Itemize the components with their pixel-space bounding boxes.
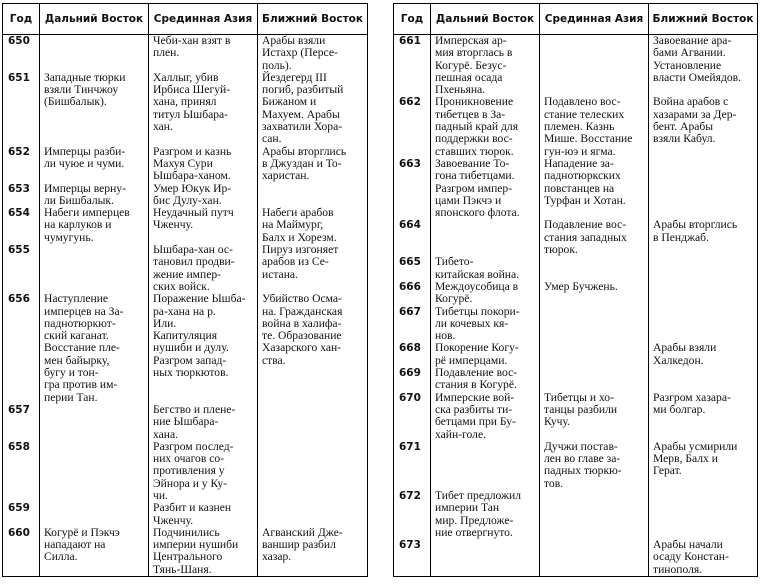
table-row [3,35,368,72]
cell-text-line: тибетцев в За- [435,107,506,121]
cell-text-line: Покорение Когу- [435,341,519,355]
cell-text-line: ных тюркютов. [153,366,229,380]
table-row [394,367,758,392]
table-row [394,256,758,281]
far-east-cell [40,244,149,293]
middle-asia-cell [149,527,258,577]
cell-text-line: тинополя. [653,562,703,576]
cell-text-line: бетцами при Бу- [435,415,516,429]
middle-asia-cell [540,441,649,490]
cell-text-line: Арабы вторглись [653,218,738,232]
cell-text-line: Агванский Дже- [262,525,343,539]
near-east-cell [258,441,368,502]
cell-text-line: Силла. [44,550,78,564]
cell-text-line: империи Тан [435,501,500,515]
cell-text-line: Арабы усмирили [653,439,738,453]
cell-text-line: паднотюркют- [44,316,116,330]
cell-text-line: Тибет предложил [435,488,522,502]
cell-text-line: ли Бишбалык. [44,193,114,207]
year-cell: 668 [394,342,431,367]
middle-asia-header: Срединная Азия [540,4,649,35]
cell-text-line: арабов из Се- [262,255,329,269]
cell-text-line: Чженчу. [153,218,194,232]
cell-text-line: Война арабов с [653,95,729,109]
cell-text-line: ставших тюрок. [435,144,514,158]
cell-text-line: Имперцы верну- [44,181,126,195]
cell-text-line: гона тибетцами. [435,169,515,183]
cell-text-line: на Маймург, [262,218,324,232]
year-cell: 665 [394,256,431,281]
cell-text-line: Эйнора и у Ку- [153,476,228,490]
cell-text-line: ваншир разбил [262,538,336,552]
cell-text-line: племен. Казнь [544,120,615,134]
header-row [394,4,758,35]
year-cell: 666 [394,281,431,306]
cell-text-line: Умер Бучжень. [544,279,618,293]
cell-text-line: власти Омейядов. [653,70,742,84]
cell-text-line: Тибетцы покори- [435,304,520,318]
table-body-right [394,35,758,577]
cell-text-line: Тибетцы и хо- [544,390,614,404]
cell-text-line: японского флота. [435,206,520,220]
middle-asia-cell [540,306,649,343]
cell-text-line: на. Гражданская [262,304,343,318]
cell-text-line: война в халифа- [262,316,342,330]
year-cell: 659 [3,502,40,527]
table-row [394,392,758,441]
cell-text-line: Арабы начали [653,538,723,552]
cell-text-line: осаду Констан- [653,550,729,564]
middle-asia-cell [540,490,649,539]
year-cell: 670 [394,392,431,441]
cell-text-line: Разгром и казнь [153,144,232,158]
cell-text-line: ли кочевых кя- [435,316,509,330]
cell-text-line: Восстание пле- [44,341,120,355]
near-east-cell [649,367,758,392]
cell-text-line: Тибето- [435,255,474,269]
cell-text-line: плен. [153,46,180,60]
near-east-header: Ближний Восток [258,4,368,35]
cell-text-line: Западные тюрки [44,70,126,84]
cell-text-line: ский каганат. [44,329,109,343]
year-cell: 663 [394,158,431,219]
cell-text-line: титул Ышбара- [153,107,229,121]
middle-asia-cell [540,158,649,219]
cell-text-line: хана, принял [153,95,217,109]
near-east-cell [649,35,758,97]
year-cell: 655 [3,244,40,293]
cell-text-line: Имперская ар- [435,34,507,47]
table-body-left [3,35,368,577]
cell-text-line: харистан. [262,169,310,183]
far-east-cell [40,502,149,527]
far-east-header: Дальний Восток [40,4,149,35]
far-east-cell [431,392,540,441]
cell-text-line: мен байырку, [44,353,110,367]
cell-text-line: Турфан и Хотан. [544,193,626,207]
middle-asia-cell [540,281,649,306]
year-cell: 657 [3,404,40,441]
table-row [394,342,758,367]
year-cell: 673 [394,539,431,576]
cell-text-line: ние Ышбара- [153,415,219,429]
middle-asia-cell [149,207,258,244]
cell-text-line: ска разбиты ти- [435,402,513,416]
near-east-cell [258,72,368,146]
cell-text-line: Проникновение [435,95,514,109]
table-row [3,146,368,183]
far-east-cell [431,158,540,219]
middle-asia-cell [540,35,649,97]
middle-asia-cell [149,293,258,404]
year-cell: 671 [394,441,431,490]
middle-asia-header: Срединная Азия [149,4,258,35]
year-header: Год [394,4,431,35]
near-east-cell [258,293,368,404]
cell-text-line: в Пенджаб. [653,230,709,244]
cell-text-line: сан. [262,132,282,146]
cell-text-line: Подчинились [153,525,220,539]
chronology-table-right [393,3,758,577]
cell-text-line: мир. Предложе- [435,513,514,527]
far-east-cell [431,490,540,539]
far-east-cell [40,35,149,72]
middle-asia-cell [540,367,649,392]
near-east-cell [258,183,368,208]
table-row [3,293,368,404]
far-east-cell [431,441,540,490]
cell-text-line: Бегство и плене- [153,402,236,416]
cell-text-line: взяли Тинчжоу [44,83,119,97]
far-east-cell [431,256,540,281]
cell-text-line: Махуем. Арабы [262,107,340,121]
near-east-cell [258,244,368,293]
middle-asia-cell [149,146,258,183]
cell-text-line: Халлыг, убив [153,70,219,84]
cell-text-line: Пхеньяна. [435,83,486,97]
cell-text-line: хан. [153,120,173,134]
cell-text-line: нушиби и дулу. [153,341,229,355]
cell-text-line: Халкедон. [653,353,704,367]
cell-text-line: Разбит и казнен [153,501,232,515]
cell-text-line: Йездегерд III [262,70,327,84]
cell-text-line: истана. [262,267,298,281]
table-row [394,306,758,343]
cell-text-line: Разгром импер- [435,181,513,195]
table-row [394,35,758,97]
middle-asia-cell [149,35,258,72]
cell-text-line: Дучжи постав- [544,439,618,453]
near-east-cell [649,256,758,281]
far-east-cell [431,342,540,367]
cell-text-line: хазарами за Дер- [653,107,737,121]
cell-text-line: ра-хана на р. [153,304,216,318]
cell-text-line: повстанцев на [544,181,615,195]
cell-text-line: бис Дулу-хан. [153,193,222,207]
near-east-header: Ближний Восток [649,4,758,35]
cell-text-line: Имперские вой- [435,390,515,404]
cell-text-line: в Джуздан и То- [262,156,342,170]
cell-text-line: Нападение за- [544,156,614,170]
cell-text-line: лен во главе за- [544,452,621,466]
table-row [3,72,368,146]
cell-text-line: Ышбара-ханом. [153,169,231,183]
cell-text-line: Когурё. [435,292,473,306]
cell-text-line: нов. [435,329,456,343]
table-row [394,281,758,306]
cell-text-line: Имперцы разби- [44,144,126,158]
cell-text-line: те. Образование [262,329,342,343]
far-east-cell [431,35,540,97]
cell-text-line: ства. [262,353,286,367]
cell-text-line: Ышбара-хан ос- [153,243,233,257]
middle-asia-cell [540,539,649,576]
cell-text-line: гун-юэ и ягма. [544,144,616,158]
far-east-cell [40,441,149,502]
cell-text-line: Подавление вос- [544,218,627,232]
cell-text-line: гра против им- [44,378,118,392]
header-row [3,4,368,35]
middle-asia-cell [540,342,649,367]
middle-asia-cell [540,219,649,256]
cell-text-line: падный край для [435,120,519,134]
cell-text-line: на карлуков и [44,218,112,232]
cell-text-line: тановил продви- [153,255,235,269]
cell-text-line: чумугунь. [44,230,94,244]
middle-asia-cell [149,441,258,502]
cell-text-line: Разгром запад- [153,353,227,367]
cell-text-line: ми болгар. [653,402,706,416]
cell-text-line: Набеги арабов [262,206,334,220]
cell-text-line: падных тюркю- [544,464,622,478]
table-row [3,207,368,244]
cell-text-line: Разгром хазара- [653,390,731,404]
far-east-cell [40,146,149,183]
far-east-cell [431,539,540,576]
cell-text-line: империи нушиби [153,538,239,552]
cell-text-line: ских войск. [153,279,210,293]
table-row [3,183,368,208]
year-cell: 661 [394,35,431,97]
cell-text-line: Междоусобица в [435,279,519,293]
cell-text-line: нападают на [44,538,106,552]
table-row [3,527,368,577]
table-row [3,244,368,293]
cell-text-line: тов. [544,476,564,490]
cell-text-line: стания в Когурё. [435,378,517,392]
far-east-cell [431,96,540,157]
cell-text-line: Балх и Хорезм. [262,230,337,244]
cell-text-line: поль). [262,58,292,72]
cell-text-line: Мерв, Балх и [653,452,718,466]
cell-text-line: Герат. [653,464,682,478]
far-east-header: Дальний Восток [431,4,540,35]
year-cell: 652 [3,146,40,183]
cell-text-line: Арабы вторглись [262,144,347,158]
near-east-cell [258,207,368,244]
cell-text-line: Подавлено вос- [544,95,621,109]
cell-text-line: Убийство Осма- [262,292,342,306]
cell-text-line: Умер Юкук Ир- [153,181,232,195]
cell-text-line: Пируз изгоняет [262,243,339,257]
cell-text-line: Кучу. [544,415,571,429]
cell-text-line: Арабы взяли [262,34,326,47]
middle-asia-cell [149,404,258,441]
year-cell: 660 [3,527,40,577]
middle-asia-cell [149,183,258,208]
cell-text-line: Неудачный путч [153,206,234,220]
near-east-cell [649,96,758,157]
year-cell: 667 [394,306,431,343]
far-east-cell [40,72,149,146]
cell-text-line: Ирбиса Шегуй- [153,83,231,97]
cell-text-line: Наступление [44,292,109,306]
far-east-cell [431,306,540,343]
cell-text-line: Завоевание То- [435,156,510,170]
table-row [394,96,758,157]
cell-text-line: Мише. Восстание [544,132,633,146]
middle-asia-cell [149,502,258,527]
table-row [394,219,758,256]
cell-text-line: рё имперцами. [435,353,508,367]
cell-text-line: мия вторглась в [435,46,513,60]
far-east-cell [431,219,540,256]
cell-text-line: противления у [153,464,225,478]
cell-text-line: Чженчу. [153,513,194,527]
near-east-cell [258,502,368,527]
near-east-cell [649,158,758,219]
cell-text-line: Махуя Сури [153,156,213,170]
cell-text-line: имперцев на За- [44,304,124,318]
table-row [3,502,368,527]
cell-text-line: ли чуюе и чуми. [44,156,125,170]
year-cell: 662 [394,96,431,157]
cell-text-line: хазар. [262,550,292,564]
middle-asia-cell [540,392,649,441]
cell-text-line: хана. [153,427,179,441]
cell-text-line: бами Агвании. [653,46,726,60]
middle-asia-cell [149,72,258,146]
cell-text-line: танцы разбили [544,402,618,416]
near-east-cell [649,392,758,441]
near-east-cell [649,490,758,539]
table-row [394,441,758,490]
cell-text-line: паднотюркских [544,169,621,183]
near-east-cell [649,306,758,343]
cell-text-line: бент. Арабы [653,120,714,134]
cell-text-line: Поражение Ышба- [153,292,246,306]
year-cell: 669 [394,367,431,392]
cell-text-line: захватили Хора- [262,120,343,134]
near-east-cell [649,539,758,576]
cell-text-line: ние отвергнуто. [435,525,513,539]
cell-text-line: Набеги имперцев [44,206,130,220]
cell-text-line: стания западных [544,230,627,244]
cell-text-line: цами Пэкчэ и [435,193,502,207]
cell-text-line: китайская война. [435,267,520,281]
cell-text-line: стание телеских [544,107,625,121]
table-row [394,490,758,539]
far-east-cell [40,527,149,577]
cell-text-line: Истахр (Персе- [262,46,338,60]
cell-text-line: Арабы взяли [653,341,717,355]
cell-text-line: жение импер- [153,267,222,281]
year-cell: 654 [3,207,40,244]
table-row [3,404,368,441]
far-east-cell [40,183,149,208]
cell-text-line: Капитуляция [153,329,218,343]
middle-asia-cell [540,96,649,157]
table-row [3,441,368,502]
cell-text-line: Чеби-хан взят в [153,34,231,47]
cell-text-line: Когурё и Пэкчэ [44,525,120,539]
near-east-cell [258,527,368,577]
near-east-cell [649,219,758,256]
middle-asia-cell [149,244,258,293]
cell-text-line: пешная осада [435,70,503,84]
cell-text-line: Центрального [153,550,223,564]
cell-text-line: Завоевание ара- [653,34,732,47]
cell-text-line: Хазарского хан- [262,341,342,355]
cell-text-line: Бижаном и [262,95,317,109]
middle-asia-cell [540,256,649,281]
cell-text-line: них очагов со- [153,452,225,466]
cell-text-line: Когурё. Безус- [435,58,507,72]
far-east-cell [431,367,540,392]
year-cell: 672 [394,490,431,539]
cell-text-line: бугу и тон- [44,366,99,380]
year-cell: 650 [3,35,40,72]
chronology-table-left [2,3,368,577]
near-east-cell [649,441,758,490]
far-east-cell [40,293,149,404]
far-east-cell [40,207,149,244]
cell-text-line: взяли Кабул. [653,132,716,146]
year-cell: 664 [394,219,431,256]
cell-text-line: Установление [653,58,722,72]
near-east-cell [258,35,368,72]
cell-text-line: перии Тан. [44,390,98,404]
cell-text-line: Разгром послед- [153,439,234,453]
near-east-cell [649,342,758,367]
cell-text-line: поддержки вос- [435,132,513,146]
cell-text-line: тюрок. [544,243,578,257]
far-east-cell [431,281,540,306]
year-header: Год [3,4,40,35]
cell-text-line: Или. [153,316,177,330]
cell-text-line: хайн-голе. [435,427,486,441]
cell-text-line: Тянь-Шаня. [153,562,212,576]
table-row [394,158,758,219]
near-east-cell [258,146,368,183]
year-cell: 658 [3,441,40,502]
cell-text-line: чи. [153,488,168,502]
cell-text-line: погиб, разбитый [262,83,344,97]
cell-text-line: (Бишбалык). [44,95,107,109]
near-east-cell [258,404,368,441]
year-cell: 653 [3,183,40,208]
near-east-cell [649,281,758,306]
far-east-cell [40,404,149,441]
table-row [394,539,758,576]
year-cell: 651 [3,72,40,146]
year-cell: 656 [3,293,40,404]
cell-text-line: Подавление вос- [435,366,518,380]
